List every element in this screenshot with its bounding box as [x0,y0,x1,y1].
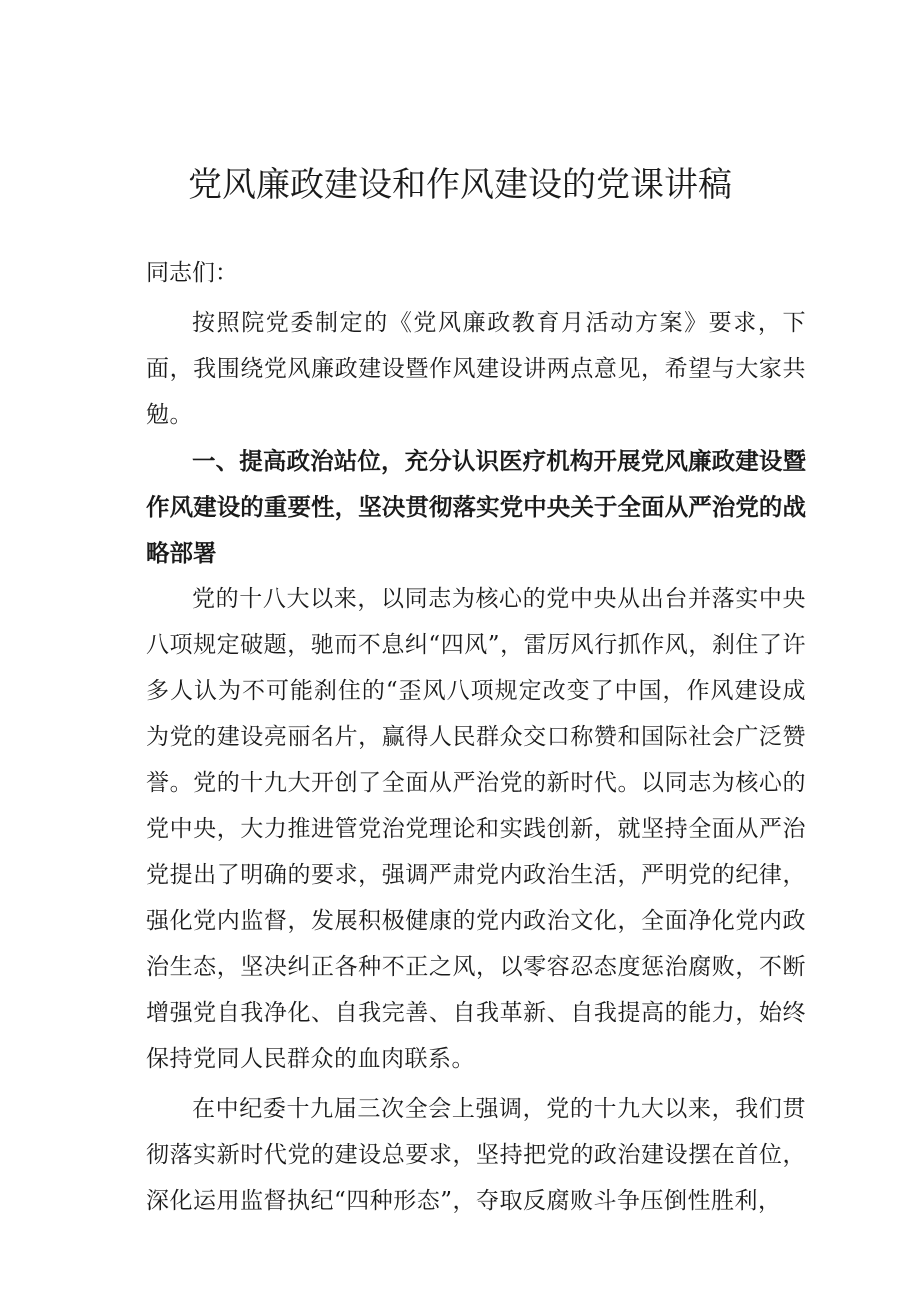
body-paragraph-2: 在中纪委十九届三次全会上强调，党的十九大以来，我们贯彻落实新时代党的建设总要求，坚持把党的政治建设摆在首位，深化运用监督执纪“四种形态”，夺取反腐败斗争压倒性胜利， [146,1096,806,1214]
salutation: 同志们： [146,260,238,286]
intro-paragraph: 按照院党委制定的《党风廉政教育月活动方案》要求，下面，我围绕党风廉政建设暨作风建设讲两点意见，希望与大家共勉。 [146,310,806,428]
body-paragraph-1: 党的十八大以来，以同志为核心的党中央从出台并落实中央八项规定破题，驰而不息纠“四风”，雷厉风行抓作风，刹住了许多人认为不可能刹住的“歪风八项规定改变了中国，作风建设成为党的建设亮丽名片，赢得人民群众交口称赞和国际社会广泛赞誉。党的十九大开创了全面从严治党的新时代。以同志为核心的党中央，大力推进管党治党理论和实践创新，就坚持全面从严治党提出了明确的要求，强调严肃党内政治生活，严明党的纪律，强化党内监督，发展积极健康的党内政治文化，全面净化党内政治生态，坚决纠正各种不正之风，以零容忍态度惩治腐败，不断增强党自我净化、自我完善、自我革新、自我提高的能力，始终保持党同人民群众的血肉联系。 [146,586,806,1072]
section-heading-1: 一、提高政治站位，充分认识医疗机构开展党风廉政建设暨作风建设的重要性，坚决贯彻落实党中央关于全面从严治党的战略部署 [146,447,806,567]
document-title: 党风廉政建设和作风建设的党课讲稿 [188,165,732,205]
document-body [146,250,806,1224]
